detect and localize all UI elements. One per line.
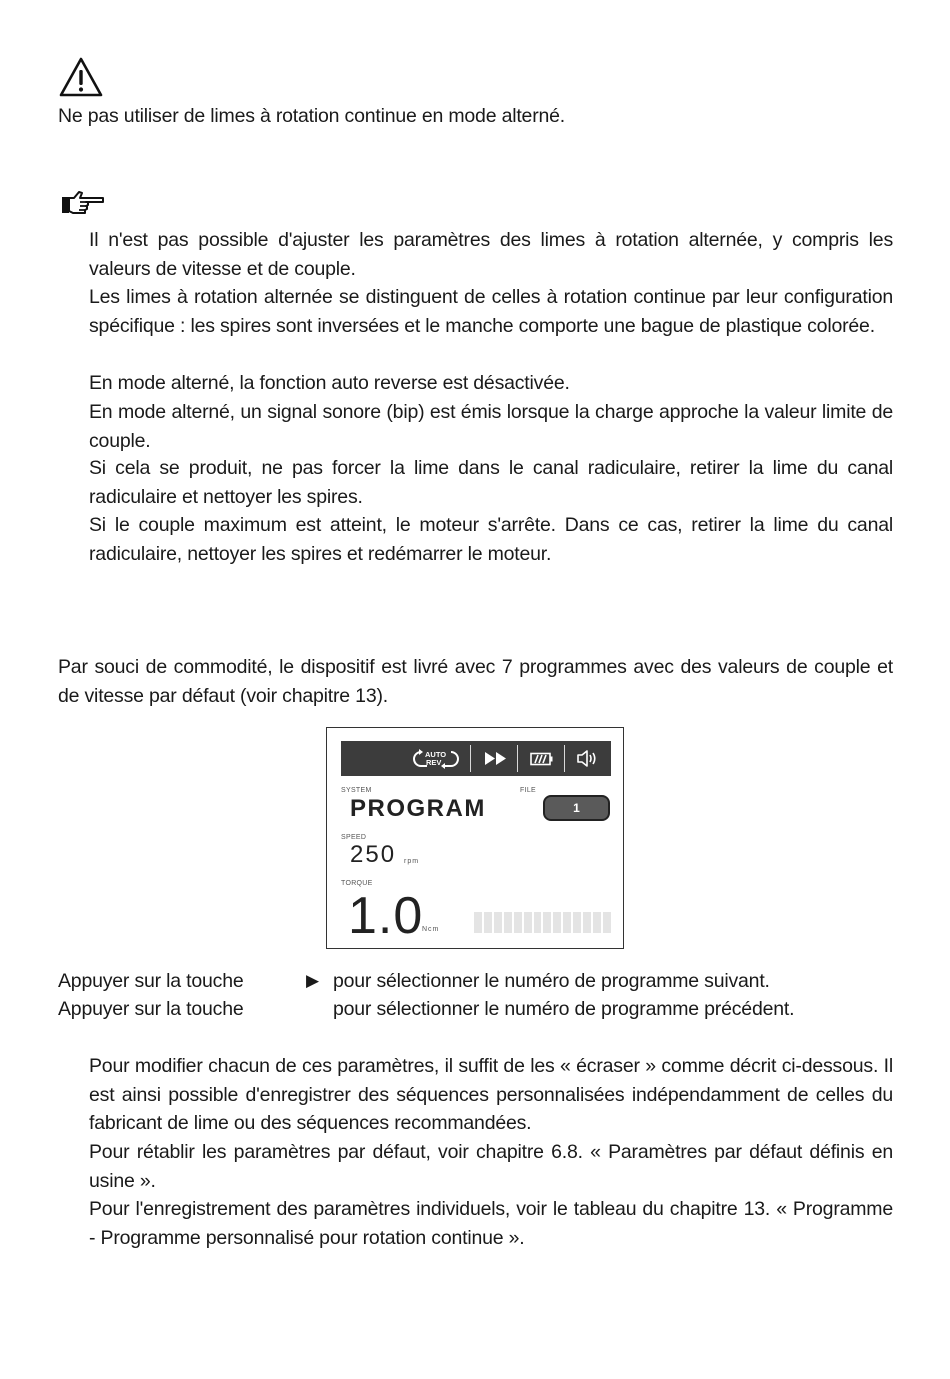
note-paragraph-4: En mode alterné, un signal sonore (bip) est émis lorsque la charge approche la valeur limite de couple. — [89, 401, 893, 452]
warning-triangle-icon — [58, 56, 104, 98]
fast-forward-icon — [484, 751, 508, 766]
torque-level-bar — [474, 912, 611, 933]
note-paragraph-5: Si cela se produit, ne pas forcer la lime dans le canal radiculaire, retirer la lime du canal radiculaire et nettoyer les spires. — [89, 457, 893, 508]
instruction-prev-text: pour sélectionner le numéro de programme précédent. — [333, 998, 795, 1020]
note-paragraph-3: En mode alterné, la fonction auto reverse est désactivée. — [89, 372, 570, 394]
torque-unit: Ncm — [422, 926, 440, 933]
file-number: 1 — [543, 795, 610, 821]
note-paragraph-1: Il n'est pas possible d'ajuster les paramètres des limes à rotation alternée, y compris les valeurs de vitesse et de couple. — [89, 229, 893, 280]
program-label: PROGRAM — [350, 795, 486, 822]
auto-label: AUTO — [425, 750, 447, 759]
pointing-hand-icon — [60, 188, 106, 218]
system-label: SYSTEM — [341, 787, 372, 794]
status-bar — [341, 741, 611, 776]
speed-value: 250 — [350, 841, 397, 868]
next-key-icon: ▶ — [306, 971, 319, 990]
rev-label: REV — [426, 758, 442, 767]
torque-value: 1.0 — [348, 887, 424, 945]
speaker-icon — [576, 749, 600, 768]
auto-reverse-icon — [409, 748, 463, 770]
instruction-prev-lead: Appuyer sur la touche — [58, 998, 244, 1020]
file-label: FILE — [520, 787, 536, 794]
instruction-next-text: pour sélectionner le numéro de programme suivant. — [333, 970, 770, 992]
speed-unit: rpm — [404, 858, 420, 865]
note-paragraph-2: Les limes à rotation alternée se distinguent de celles à rotation continue par leur configuration spécifique : les spires sont inversées et le manche comporte une bague de plastique colorée. — [89, 286, 893, 337]
intro-text: Par souci de commodité, le dispositif est livré avec 7 programmes avec des valeurs de couple et de vitesse par défaut (voir chapitre 13). — [58, 656, 893, 707]
note2-paragraph-3: Pour l'enregistrement des paramètres individuels, voir le tableau du chapitre 13. « Programme - Programme personnalisé pour rotation continue ». — [89, 1198, 893, 1249]
speed-label: SPEED — [341, 834, 367, 841]
note2-paragraph-1: Pour modifier chacun de ces paramètres, il suffit de les « écraser » comme décrit ci-dessous. Il est ainsi possible d'enregistrer des séquences personnalisées indépendamment de celles du fabricant de lime ou des séquences recommandées. — [89, 1055, 893, 1134]
battery-icon — [530, 752, 554, 766]
note2-paragraph-2: Pour rétablir les paramètres par défaut, voir chapitre 6.8. « Paramètres par défaut définis en usine ». — [89, 1141, 893, 1192]
torque-label: TORQUE — [341, 880, 373, 887]
warning-text: Ne pas utiliser de limes à rotation continue en mode alterné. — [58, 105, 566, 127]
instruction-next-lead: Appuyer sur la touche — [58, 970, 244, 992]
note-paragraph-6: Si le couple maximum est atteint, le moteur s'arrête. Dans ce cas, retirer la lime du canal radiculaire, nettoyer les spires et redémarrer le moteur. — [89, 514, 893, 565]
